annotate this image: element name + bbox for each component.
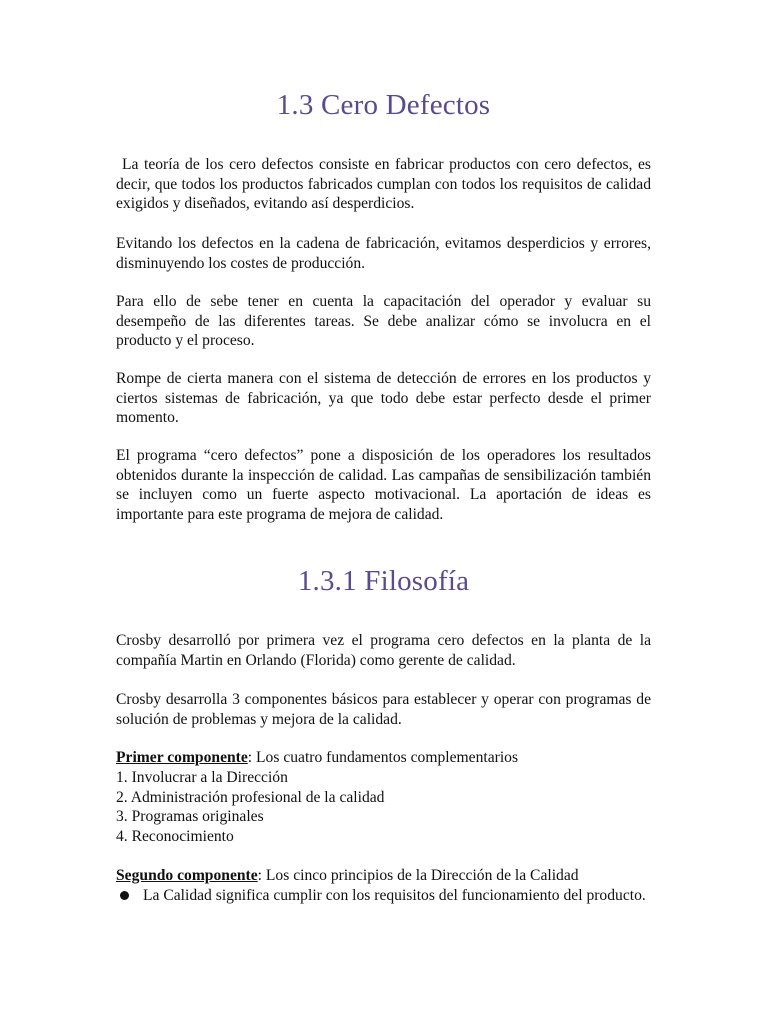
list-item: 3. Programas originales xyxy=(116,808,264,825)
paragraph-2: Evitando los defectos en la cadena de fabricación, evitamos desperdicios y errores, disminuyendo los costes de producción. xyxy=(116,235,651,272)
subsection-title: 1.3.1 Filosofía xyxy=(297,565,470,597)
paragraph-3: Para ello de sebe tener en cuenta la capacitación del operador y evaluar su desempeño de las diferentes tareas. Se debe analizar cómo se involucra en el producto y el proceso. xyxy=(116,293,651,350)
paragraph-1: La teoría de los cero defectos consiste en fabricar productos con cero defectos, es decir, que todos los productos fabricados cumplan con todos los requisitos de calidad exigidos y diseñados, evitando así desperdicios. xyxy=(116,156,651,213)
second-component-label: Segundo componente xyxy=(116,867,258,884)
section-title: 1.3 Cero Defectos xyxy=(276,89,491,121)
list-item: 1. Involucrar a la Dirección xyxy=(116,769,288,786)
first-component-heading xyxy=(116,748,651,768)
second-component-heading xyxy=(116,866,651,886)
first-component-text: : Los cuatro fundamentos complementarios xyxy=(247,749,519,766)
paragraph-4: Rompe de cierta manera con el sistema de detección de errores en los productos y ciertos sistemas de fabricación, ya que todo debe estar perfecto desde el primer momento. xyxy=(116,370,651,427)
second-component-text: : Los cinco principios de la Dirección de la Calidad xyxy=(257,867,579,884)
bullet-dot-icon xyxy=(120,891,129,900)
paragraph-6: Crosby desarrolló por primera vez el programa cero defectos en la planta de la compañía Martin en Orlando (Florida) como gerente de calidad. xyxy=(116,632,651,669)
paragraph-5: El programa “cero defectos” pone a disposición de los operadores los resultados obtenidos durante la inspección de calidad. Las campañas de sensibilización también se incluyen como un fuerte aspecto motivacional. La aportación de ideas es importante para este programa de mejora de calidad. xyxy=(116,447,651,523)
first-component-label: Primer componente xyxy=(116,749,248,766)
paragraph-7: Crosby desarrolla 3 componentes básicos para establecer y operar con programas de solución de problemas y mejora de la calidad. xyxy=(116,691,651,728)
bullet-text: La Calidad significa cumplir con los requisitos del funcionamiento del producto. xyxy=(143,887,646,904)
list-item: 2. Administración profesional de la calidad xyxy=(116,789,385,806)
list-item: 4. Reconocimiento xyxy=(116,828,234,845)
